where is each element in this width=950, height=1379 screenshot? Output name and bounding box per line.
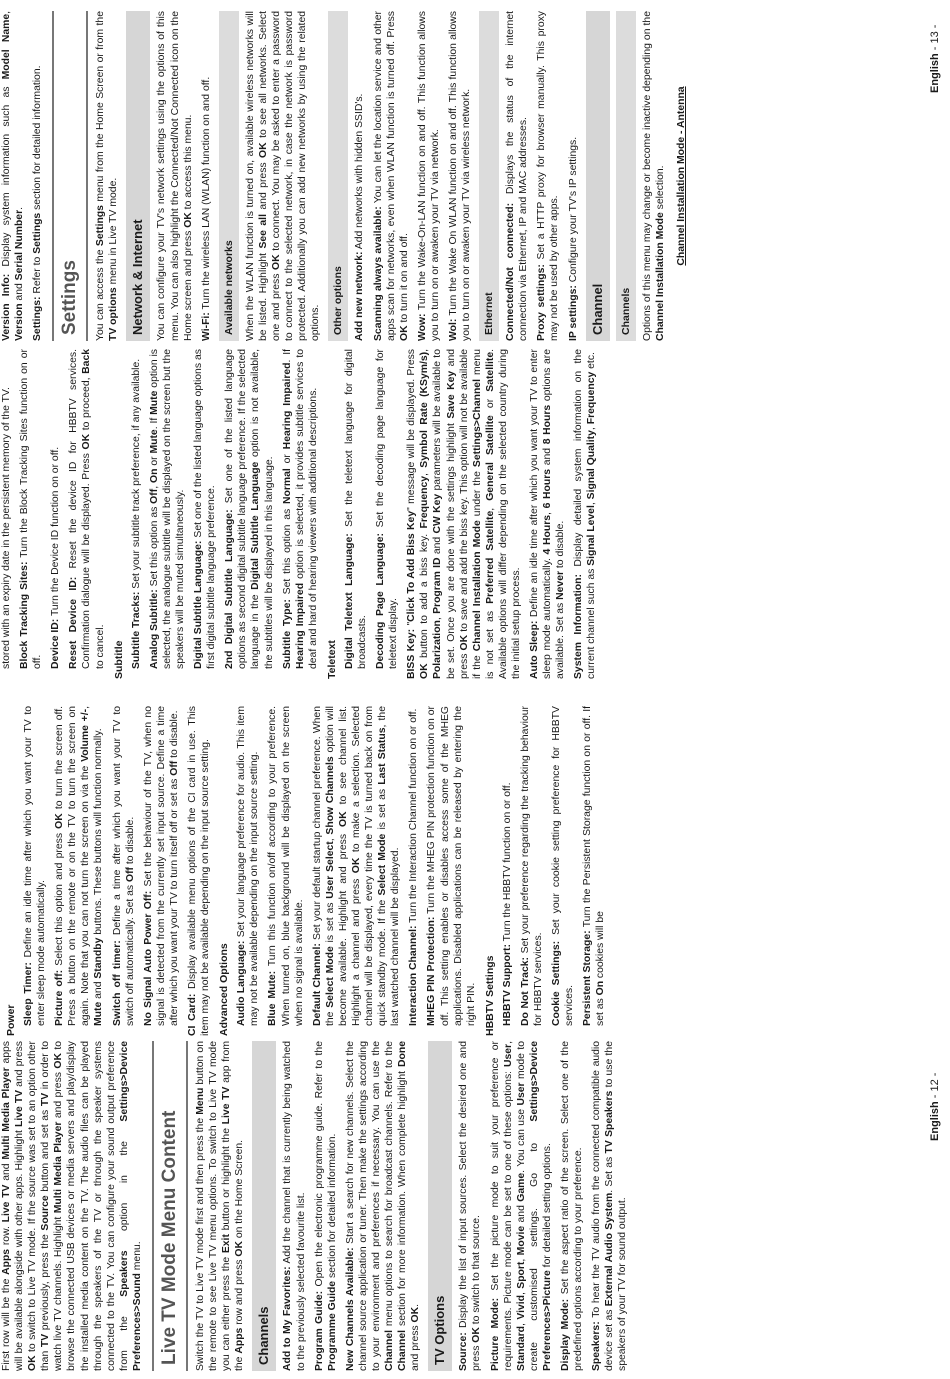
paragraph: Connected/Not connected: Displays the status of the internet connection via Ethernet, IP and MAC addresses. [505, 11, 530, 341]
section-title: Live TV Mode Menu Content [152, 1041, 188, 1371]
subheading: Power [5, 1004, 17, 1036]
page13-footer-language: English [929, 53, 941, 93]
paragraph-indented: Sleep Timer: Define an idle time after which you want your TV to enter sleep mode automatically. [23, 706, 48, 1026]
paragraph: BISS Key: "Click To Add Biss Key" message will be displayed. Press OK button to add a biss key. Frequency, Symbol Rate (KSym/s), Polarization, Program ID and CW Key parameters will be available to be set. Once you are done with the settings highlight Save Key and press OK to save and add the biss key. This option will not be available if the Channel Installation Mode under the Settings>Channel menu is not set as Preferred Satellite, General Satellite or Satellite. Available options will differ depending on the selected country during the initial setup process. [406, 349, 522, 679]
paragraph-indented: Device ID: Turn the Device ID function on or off. [50, 446, 62, 669]
page12-footer-language: English [929, 1101, 941, 1141]
page13-column-1 [0, 349, 604, 679]
paragraph: New Channels Available: Start a search for new channels. Select the channel source application or tuner. Then make the settings according to your environment and preferences if necessary. You can use the Channel menu options to search for broadcast channels. Refer to the Channel section for more information. When complete highlight Done and press OK. [344, 1041, 422, 1371]
paragraph: Proxy settings: Set a HTTP proxy for browser manually. This proxy may not be used by other apps. [536, 11, 561, 341]
section-heading: Channel [586, 11, 610, 341]
page12-footer-number: - 12 - [929, 1072, 941, 1099]
paragraph: You can configure your TV's network settings using the options of this menu. You can also highlight the Connected/Not Connected icon on the Home screen and press OK to access this menu. [156, 11, 194, 341]
paragraph-indented: HBBTV Support: Turn the HBBTV function on or off. [501, 782, 513, 1026]
paragraph: Settings: Refer to Settings section for detailed information. [32, 65, 44, 341]
page13-footer-number: - 13 - [929, 24, 941, 51]
paragraph-indented: stored with an expiry date in the persistent memory of the TV. [1, 387, 12, 669]
paragraph-indented: Default Channel: Set your default startup channel preference. When the Select Mode is set as User Select, Show Channels option will become available. Highlight and press OK to see channel list. Highlight a channel and press OK to make a selection. Selected channel will be displayed, every time the TV is turned back on from quick standby mode. If the Select Mode is set as Last Status, the last watched channel will be displayed. [311, 705, 402, 1026]
paragraph-indented: Do Not Track: Set your preference regarding the tracking behaviour for HBBTV services. [519, 706, 544, 1026]
paragraph: CI Card: Display available menu options of the CI card in use. This item may not be available depending on the input source setting. [187, 706, 212, 1036]
paragraph-indented: Audio Language: Set your language preference for audio. This item may not be available depending on the input source setting. [236, 706, 261, 1026]
paragraph: You can access the Settings menu from the Home Screen or from the TV options menu in Live TV mode. [95, 11, 120, 341]
subheading: Subtitle [112, 640, 125, 679]
paragraph-indented: Subtitle Tracks: Set your subtitle track preference, if any available. [130, 358, 142, 669]
paragraph-indented: Subtitle Type: Set this option as Normal or Hearing Impaired. If Hearing Impaired option is selected, it provides subtitle services to deaf and hard of hearing viewers with additional descriptions. [281, 349, 319, 669]
paragraph: Version Info: Display system information such as Model Name, Version and Serial Number. [1, 10, 26, 341]
page12-column-2 [0, 706, 612, 1036]
page12-footer [928, 1073, 942, 1141]
paragraph: Add to My Favorites: Add the channel that is currently being watched to the previously selected favourite list. [282, 1040, 307, 1371]
paragraph: Program Guide: Open the electronic programme guide. Refer to the Programme Guide section for detailed information. [313, 1041, 338, 1371]
paragraph-indented: Blue Mute: Turn this function on/off according to your preference. When turned on, blue background will be displayed on the screen when no signal is available. [267, 706, 305, 1026]
paragraph: Wol: Turn the Wake On WLAN function on and off. This function allows you to turn on or awaken your TV via wireless network. [447, 11, 473, 341]
paragraph: IP settings: Configure your TV's IP settings. [567, 136, 579, 341]
paragraph-indented: MHEG PIN Protection: Turn the MHEG PIN protection function on or off. This setting enables or disables access some of the MHEG applications. Disabled applications can be released by entering the right PIN. [426, 706, 477, 1026]
paragraph: Speakers: To hear the TV audio from the connected compatible audio device set as External Audio System. Set as TV Speakers to use the speakers of your TV for sound output. [591, 1041, 629, 1371]
paragraph: Options of this menu may change or become inactive depending on the Channel Installation Mode selection. [641, 11, 666, 341]
paragraph-indented: Cookie Settings: Set your cookie setting preference for HBBTV services. [551, 706, 576, 1026]
section-title: Settings [52, 11, 88, 341]
paragraph-indented: Persistent Storage: Turn the Persistent Storage function on or off. If set as On cookies will be [582, 706, 607, 1026]
paragraph: Wi-Fi: Turn the wireless LAN (WLAN) function on and off. [200, 76, 212, 341]
paragraph-indented: 2nd Digital Subtitle Language: Set one of the listed language options as second digital subtitle language preference. If the selected language in the Digital Subtitle Language option is not available, the subtitles will be displayed in this language. [224, 349, 275, 669]
paragraph-indented: Decoding Page Language: Set the decoding page language for teletext display. [375, 349, 400, 669]
paragraph-indented: Analog Subtitle: Set this option as Off, On or Mute. If Mute option is selected, the analogue subtitle will be displayed on the screen but the speakers will be muted simultaneously. [148, 348, 186, 669]
section-heading: Channels [252, 1041, 276, 1371]
subsection-heading: Ethernet [479, 11, 499, 341]
section-heading: TV Options [428, 1041, 452, 1371]
paragraph-indented: Block Tracking Sites: Turn the Block Tracking Sites function on or off. [19, 349, 44, 669]
subsection-heading: Other options [328, 11, 348, 341]
subheading: Advanced Options [218, 943, 231, 1036]
subheading: Teletext [325, 640, 338, 679]
paragraph: Wow: Turn the Wake-On-LAN function on and off. This function allows you to turn on or awaken your TV via network. [416, 11, 441, 341]
paragraph: When the WLAN function is turned on, available wireless networks will be listed. Highlight See all and press OK to see all networks. Select one and press OK to connect. You may be asked to enter a password to connect to the selected network, in case the network is password protected. Additionally you can add new networks by using the related options. [244, 11, 322, 341]
paragraph: Scanning always available: You can let the location service and other apps scan for networks, even when WLAN function is turned off. Press OK to turn it on and off. [372, 10, 410, 341]
paragraph: Switch the TV to Live TV mode first and then press the Menu button on the remote to see Live TV menu options. To switch to Live TV mode you can either press the Exit button or highlight the Live TV app from the Apps row and press OK on the Home Screen. [195, 1041, 246, 1371]
paragraph-indented: Digital Teletext Language: Set the teletext language for digital broadcasts. [343, 349, 368, 669]
subheading: HBBTV Settings [483, 955, 496, 1036]
subsection-heading: Channels [616, 11, 636, 341]
paragraph-indented: Digital Subtitle Language: Set one of the listed language options as first digital subtitle language preference. [193, 348, 218, 669]
centered-heading: Channel Installation Mode - Antenna [675, 86, 687, 266]
paragraph-indented: Picture off: Select this option and press OK to turn the screen off. Press a button on the remote or on the TV to turn the screen on again. Note that you can not turn the screen on via the Volume +/-, Mute and Standby buttons. These buttons will function normally. [54, 705, 105, 1026]
section-heading: Network & Internet [126, 11, 150, 341]
paragraph-indented: Switch off timer: Define a time after which you want your TV to switch off automatically. Set as Off to disable. [111, 706, 136, 1026]
subsection-heading: Available networks [219, 11, 239, 341]
paragraph: First row will be the Apps row. Live TV and Multi Media Player apps will be available alongside with other apps. Highlight Live TV and press OK to switch to Live TV mode. If the source was set to an option other than TV previously, press the Source button and set as TV in order to watch live TV channels. Highlight Multi Media Player and press OK to browse the connected USB devices or media servers and play/display the installed media content on the TV. The audio files can be played through the speakers of the TV or through the speaker systems connected to the TV. You can configure your sound output preference from the Speakers option in the Settings>Device Preferences>Sound menu. [1, 1040, 143, 1371]
paragraph: Source: Display the list of input sources. Select the desired one and press OK to switch to that source. [458, 1041, 483, 1371]
paragraph: Auto Sleep: Define an idle time after which you want your TV to enter sleep mode automatically. 4 Hours, 6 Hours and 8 Hours options are available. Set as Never to disable. [529, 348, 567, 679]
paragraph: System Information: Display detailed system information on the current channel such as Signal Level, Signal Quality, Frequency etc. [573, 349, 598, 679]
paragraph-indented: Interaction Channel: Turn the Interaction Channel function on or off. [408, 708, 420, 1026]
paragraph-indented: No Signal Auto Power Off: Set the behaviour of the TV, when no signal is detected from the currently set input source. Define a time after which you want your TV to turn itself off or set as Off to disable. [142, 706, 180, 1026]
paragraph: Display Mode: Set the aspect ratio of the screen. Select one of the predefined options according to your preference. [560, 1041, 585, 1371]
paragraph: Add new network: Add networks with hidden SSID's. [354, 93, 366, 341]
page13-column-2 [0, 11, 696, 341]
page12-column-1 [0, 1041, 634, 1371]
page13-footer [928, 25, 942, 93]
paragraph-indented: Reset Device ID: Reset the device ID for HBBTV services. Confirmation dialogue will be displayed. Press OK to proceed, Back to cancel. [68, 348, 106, 669]
paragraph: Picture Mode: Set the picture mode to suit your preference or requirements. Picture mode can be set to one of these options: User, Standard, Vivid, Sport, Movie and Game. You can use User mode to create customised settings. Go to Settings>Device Preferences>Picture for detailed setting options. [489, 1040, 553, 1371]
